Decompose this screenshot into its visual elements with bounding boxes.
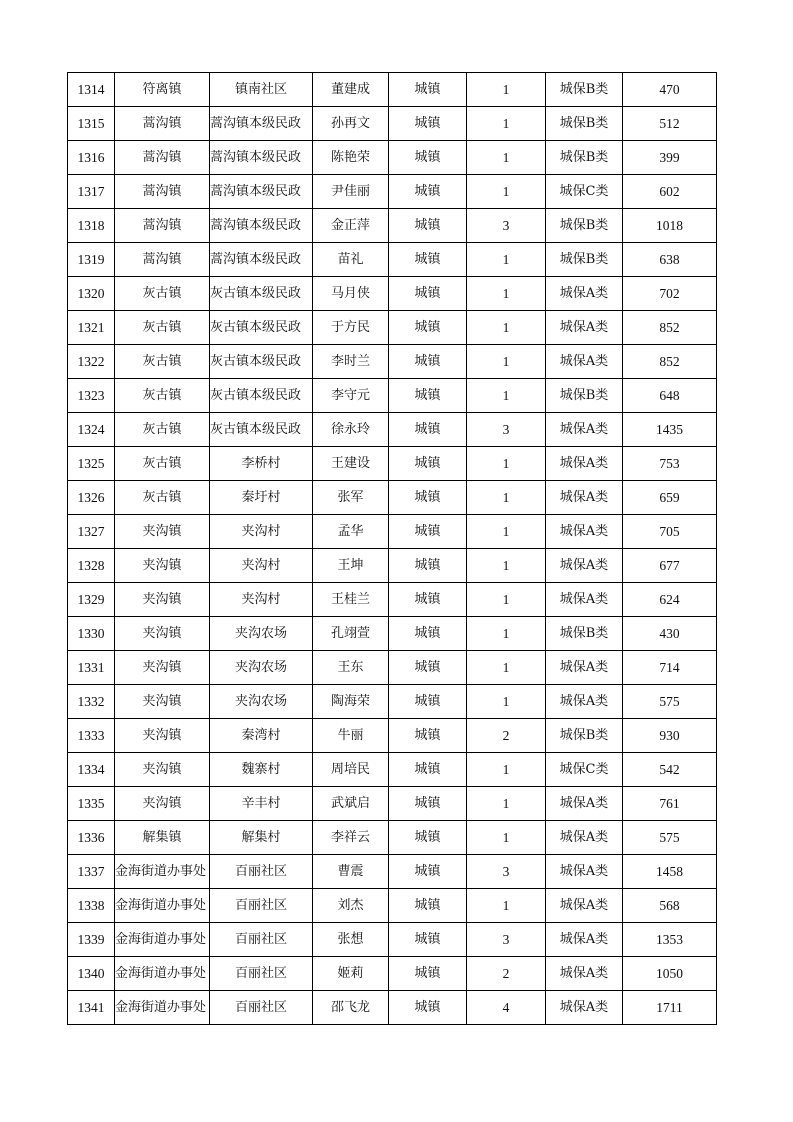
row-number: 1337 (68, 855, 115, 889)
name-cell: 周培民 (313, 753, 389, 787)
name-cell: 董建成 (313, 73, 389, 107)
amount-cell: 705 (623, 515, 717, 549)
amount-cell: 1018 (623, 209, 717, 243)
row-number: 1336 (68, 821, 115, 855)
category-cell: 城保B类 (546, 73, 623, 107)
household-size-cell: 1 (467, 311, 546, 345)
village-cell: 镇南社区 (210, 73, 313, 107)
table-row (68, 923, 717, 957)
village-cell: 灰古镇本级民政 (210, 413, 313, 447)
village-cell: 夹沟农场 (210, 617, 313, 651)
row-number: 1328 (68, 549, 115, 583)
village-cell: 夹沟村 (210, 515, 313, 549)
data-table (67, 72, 717, 1025)
amount-cell: 702 (623, 277, 717, 311)
table-row (68, 821, 717, 855)
category-cell: 城保A类 (546, 957, 623, 991)
category-cell: 城保A类 (546, 889, 623, 923)
row-number: 1327 (68, 515, 115, 549)
amount-cell: 852 (623, 345, 717, 379)
household-size-cell: 1 (467, 175, 546, 209)
table-row (68, 855, 717, 889)
town-cell: 灰古镇 (115, 277, 210, 311)
name-cell: 王坤 (313, 549, 389, 583)
household-size-cell: 1 (467, 277, 546, 311)
row-number: 1316 (68, 141, 115, 175)
household-size-cell: 1 (467, 515, 546, 549)
name-cell: 李时兰 (313, 345, 389, 379)
table-row (68, 379, 717, 413)
name-cell: 武斌启 (313, 787, 389, 821)
village-cell: 魏寨村 (210, 753, 313, 787)
amount-cell: 1458 (623, 855, 717, 889)
area-type-cell: 城镇 (389, 957, 467, 991)
category-cell: 城保B类 (546, 243, 623, 277)
town-cell: 灰古镇 (115, 413, 210, 447)
name-cell: 张想 (313, 923, 389, 957)
area-type-cell: 城镇 (389, 685, 467, 719)
area-type-cell: 城镇 (389, 855, 467, 889)
row-number: 1329 (68, 583, 115, 617)
village-cell: 秦圩村 (210, 481, 313, 515)
table-row (68, 277, 717, 311)
name-cell: 孔翊萱 (313, 617, 389, 651)
row-number: 1341 (68, 991, 115, 1025)
name-cell: 曹震 (313, 855, 389, 889)
village-cell: 灰古镇本级民政 (210, 345, 313, 379)
town-cell: 蒿沟镇 (115, 209, 210, 243)
table-row (68, 787, 717, 821)
village-cell: 夹沟村 (210, 549, 313, 583)
town-cell: 夹沟镇 (115, 719, 210, 753)
area-type-cell: 城镇 (389, 209, 467, 243)
village-cell: 灰古镇本级民政 (210, 311, 313, 345)
area-type-cell: 城镇 (389, 923, 467, 957)
village-cell: 百丽社区 (210, 923, 313, 957)
name-cell: 姬莉 (313, 957, 389, 991)
village-cell: 蒿沟镇本级民政 (210, 141, 313, 175)
town-cell: 蒿沟镇 (115, 175, 210, 209)
table-row (68, 719, 717, 753)
table-row (68, 413, 717, 447)
household-size-cell: 1 (467, 889, 546, 923)
area-type-cell: 城镇 (389, 413, 467, 447)
area-type-cell: 城镇 (389, 787, 467, 821)
table-row (68, 753, 717, 787)
area-type-cell: 城镇 (389, 753, 467, 787)
area-type-cell: 城镇 (389, 889, 467, 923)
household-size-cell: 1 (467, 685, 546, 719)
village-cell: 百丽社区 (210, 855, 313, 889)
town-cell: 灰古镇 (115, 311, 210, 345)
area-type-cell: 城镇 (389, 141, 467, 175)
amount-cell: 677 (623, 549, 717, 583)
village-cell: 蒿沟镇本级民政 (210, 175, 313, 209)
category-cell: 城保A类 (546, 991, 623, 1025)
amount-cell: 761 (623, 787, 717, 821)
town-cell: 蒿沟镇 (115, 107, 210, 141)
household-size-cell: 4 (467, 991, 546, 1025)
amount-cell: 1435 (623, 413, 717, 447)
table-row (68, 447, 717, 481)
table-row (68, 345, 717, 379)
category-cell: 城保C类 (546, 175, 623, 209)
table-row (68, 311, 717, 345)
amount-cell: 568 (623, 889, 717, 923)
table-row (68, 243, 717, 277)
name-cell: 孙再文 (313, 107, 389, 141)
area-type-cell: 城镇 (389, 73, 467, 107)
name-cell: 邵飞龙 (313, 991, 389, 1025)
category-cell: 城保A类 (546, 787, 623, 821)
household-size-cell: 1 (467, 73, 546, 107)
category-cell: 城保A类 (546, 345, 623, 379)
village-cell: 李桥村 (210, 447, 313, 481)
row-number: 1340 (68, 957, 115, 991)
town-cell: 符离镇 (115, 73, 210, 107)
household-size-cell: 1 (467, 141, 546, 175)
village-cell: 夹沟村 (210, 583, 313, 617)
row-number: 1326 (68, 481, 115, 515)
name-cell: 苗礼 (313, 243, 389, 277)
village-cell: 灰古镇本级民政 (210, 379, 313, 413)
area-type-cell: 城镇 (389, 719, 467, 753)
area-type-cell: 城镇 (389, 277, 467, 311)
row-number: 1322 (68, 345, 115, 379)
name-cell: 王建设 (313, 447, 389, 481)
area-type-cell: 城镇 (389, 821, 467, 855)
category-cell: 城保A类 (546, 583, 623, 617)
town-cell: 灰古镇 (115, 447, 210, 481)
area-type-cell: 城镇 (389, 481, 467, 515)
name-cell: 徐永玲 (313, 413, 389, 447)
household-size-cell: 3 (467, 923, 546, 957)
row-number: 1330 (68, 617, 115, 651)
household-size-cell: 3 (467, 413, 546, 447)
household-size-cell: 1 (467, 787, 546, 821)
row-number: 1317 (68, 175, 115, 209)
village-cell: 蒿沟镇本级民政 (210, 107, 313, 141)
name-cell: 王东 (313, 651, 389, 685)
town-cell: 灰古镇 (115, 481, 210, 515)
table-row (68, 651, 717, 685)
household-size-cell: 1 (467, 243, 546, 277)
amount-cell: 470 (623, 73, 717, 107)
category-cell: 城保A类 (546, 311, 623, 345)
category-cell: 城保A类 (546, 447, 623, 481)
category-cell: 城保A类 (546, 515, 623, 549)
amount-cell: 648 (623, 379, 717, 413)
category-cell: 城保C类 (546, 753, 623, 787)
household-size-cell: 1 (467, 617, 546, 651)
category-cell: 城保A类 (546, 549, 623, 583)
town-cell: 夹沟镇 (115, 685, 210, 719)
row-number: 1323 (68, 379, 115, 413)
town-cell: 蒿沟镇 (115, 243, 210, 277)
area-type-cell: 城镇 (389, 243, 467, 277)
village-cell: 蒿沟镇本级民政 (210, 209, 313, 243)
household-size-cell: 1 (467, 549, 546, 583)
row-number: 1318 (68, 209, 115, 243)
category-cell: 城保A类 (546, 855, 623, 889)
row-number: 1314 (68, 73, 115, 107)
category-cell: 城保B类 (546, 209, 623, 243)
table-row (68, 209, 717, 243)
area-type-cell: 城镇 (389, 991, 467, 1025)
area-type-cell: 城镇 (389, 515, 467, 549)
table-row (68, 107, 717, 141)
table-body (68, 73, 717, 1025)
amount-cell: 399 (623, 141, 717, 175)
amount-cell: 714 (623, 651, 717, 685)
area-type-cell: 城镇 (389, 107, 467, 141)
town-cell: 金海街道办事处 (115, 991, 210, 1025)
row-number: 1315 (68, 107, 115, 141)
category-cell: 城保B类 (546, 379, 623, 413)
category-cell: 城保B类 (546, 617, 623, 651)
amount-cell: 753 (623, 447, 717, 481)
amount-cell: 542 (623, 753, 717, 787)
category-cell: 城保B类 (546, 719, 623, 753)
table-row (68, 991, 717, 1025)
town-cell: 灰古镇 (115, 345, 210, 379)
name-cell: 金正萍 (313, 209, 389, 243)
amount-cell: 1711 (623, 991, 717, 1025)
row-number: 1321 (68, 311, 115, 345)
table-row (68, 175, 717, 209)
town-cell: 夹沟镇 (115, 651, 210, 685)
table-row (68, 957, 717, 991)
area-type-cell: 城镇 (389, 617, 467, 651)
village-cell: 灰古镇本级民政 (210, 277, 313, 311)
town-cell: 夹沟镇 (115, 617, 210, 651)
row-number: 1324 (68, 413, 115, 447)
table-row (68, 73, 717, 107)
household-size-cell: 1 (467, 821, 546, 855)
area-type-cell: 城镇 (389, 549, 467, 583)
table-row (68, 889, 717, 923)
village-cell: 夹沟农场 (210, 685, 313, 719)
amount-cell: 659 (623, 481, 717, 515)
category-cell: 城保B类 (546, 141, 623, 175)
amount-cell: 575 (623, 685, 717, 719)
amount-cell: 602 (623, 175, 717, 209)
town-cell: 夹沟镇 (115, 549, 210, 583)
village-cell: 蒿沟镇本级民政 (210, 243, 313, 277)
table-row (68, 481, 717, 515)
household-size-cell: 3 (467, 855, 546, 889)
row-number: 1325 (68, 447, 115, 481)
area-type-cell: 城镇 (389, 583, 467, 617)
row-number: 1319 (68, 243, 115, 277)
amount-cell: 852 (623, 311, 717, 345)
category-cell: 城保A类 (546, 481, 623, 515)
amount-cell: 1353 (623, 923, 717, 957)
amount-cell: 930 (623, 719, 717, 753)
household-size-cell: 1 (467, 345, 546, 379)
village-cell: 解集村 (210, 821, 313, 855)
amount-cell: 624 (623, 583, 717, 617)
town-cell: 金海街道办事处 (115, 957, 210, 991)
area-type-cell: 城镇 (389, 311, 467, 345)
amount-cell: 430 (623, 617, 717, 651)
household-size-cell: 3 (467, 209, 546, 243)
town-cell: 夹沟镇 (115, 583, 210, 617)
household-size-cell: 1 (467, 583, 546, 617)
category-cell: 城保A类 (546, 651, 623, 685)
amount-cell: 512 (623, 107, 717, 141)
town-cell: 灰古镇 (115, 379, 210, 413)
row-number: 1339 (68, 923, 115, 957)
town-cell: 蒿沟镇 (115, 141, 210, 175)
town-cell: 金海街道办事处 (115, 855, 210, 889)
town-cell: 夹沟镇 (115, 753, 210, 787)
name-cell: 马月侠 (313, 277, 389, 311)
village-cell: 辛丰村 (210, 787, 313, 821)
area-type-cell: 城镇 (389, 447, 467, 481)
row-number: 1338 (68, 889, 115, 923)
name-cell: 李守元 (313, 379, 389, 413)
table-row (68, 141, 717, 175)
row-number: 1332 (68, 685, 115, 719)
name-cell: 孟华 (313, 515, 389, 549)
category-cell: 城保A类 (546, 277, 623, 311)
household-size-cell: 2 (467, 719, 546, 753)
row-number: 1331 (68, 651, 115, 685)
village-cell: 百丽社区 (210, 957, 313, 991)
town-cell: 金海街道办事处 (115, 923, 210, 957)
table-row (68, 515, 717, 549)
household-size-cell: 2 (467, 957, 546, 991)
household-size-cell: 1 (467, 379, 546, 413)
household-size-cell: 1 (467, 107, 546, 141)
town-cell: 解集镇 (115, 821, 210, 855)
village-cell: 秦湾村 (210, 719, 313, 753)
category-cell: 城保A类 (546, 821, 623, 855)
amount-cell: 1050 (623, 957, 717, 991)
category-cell: 城保B类 (546, 107, 623, 141)
area-type-cell: 城镇 (389, 345, 467, 379)
amount-cell: 638 (623, 243, 717, 277)
household-size-cell: 1 (467, 447, 546, 481)
name-cell: 于方民 (313, 311, 389, 345)
name-cell: 陶海荣 (313, 685, 389, 719)
village-cell: 百丽社区 (210, 991, 313, 1025)
name-cell: 刘杰 (313, 889, 389, 923)
table-row (68, 617, 717, 651)
household-size-cell: 1 (467, 651, 546, 685)
household-size-cell: 1 (467, 481, 546, 515)
category-cell: 城保A类 (546, 685, 623, 719)
name-cell: 牛丽 (313, 719, 389, 753)
village-cell: 百丽社区 (210, 889, 313, 923)
category-cell: 城保A类 (546, 923, 623, 957)
area-type-cell: 城镇 (389, 175, 467, 209)
name-cell: 陈艳荣 (313, 141, 389, 175)
amount-cell: 575 (623, 821, 717, 855)
name-cell: 王桂兰 (313, 583, 389, 617)
name-cell: 尹佳丽 (313, 175, 389, 209)
town-cell: 夹沟镇 (115, 787, 210, 821)
household-size-cell: 1 (467, 753, 546, 787)
town-cell: 金海街道办事处 (115, 889, 210, 923)
area-type-cell: 城镇 (389, 379, 467, 413)
row-number: 1335 (68, 787, 115, 821)
row-number: 1320 (68, 277, 115, 311)
table-row (68, 549, 717, 583)
area-type-cell: 城镇 (389, 651, 467, 685)
row-number: 1334 (68, 753, 115, 787)
name-cell: 张军 (313, 481, 389, 515)
table-row (68, 685, 717, 719)
town-cell: 夹沟镇 (115, 515, 210, 549)
row-number: 1333 (68, 719, 115, 753)
table-row (68, 583, 717, 617)
village-cell: 夹沟农场 (210, 651, 313, 685)
category-cell: 城保A类 (546, 413, 623, 447)
name-cell: 李祥云 (313, 821, 389, 855)
